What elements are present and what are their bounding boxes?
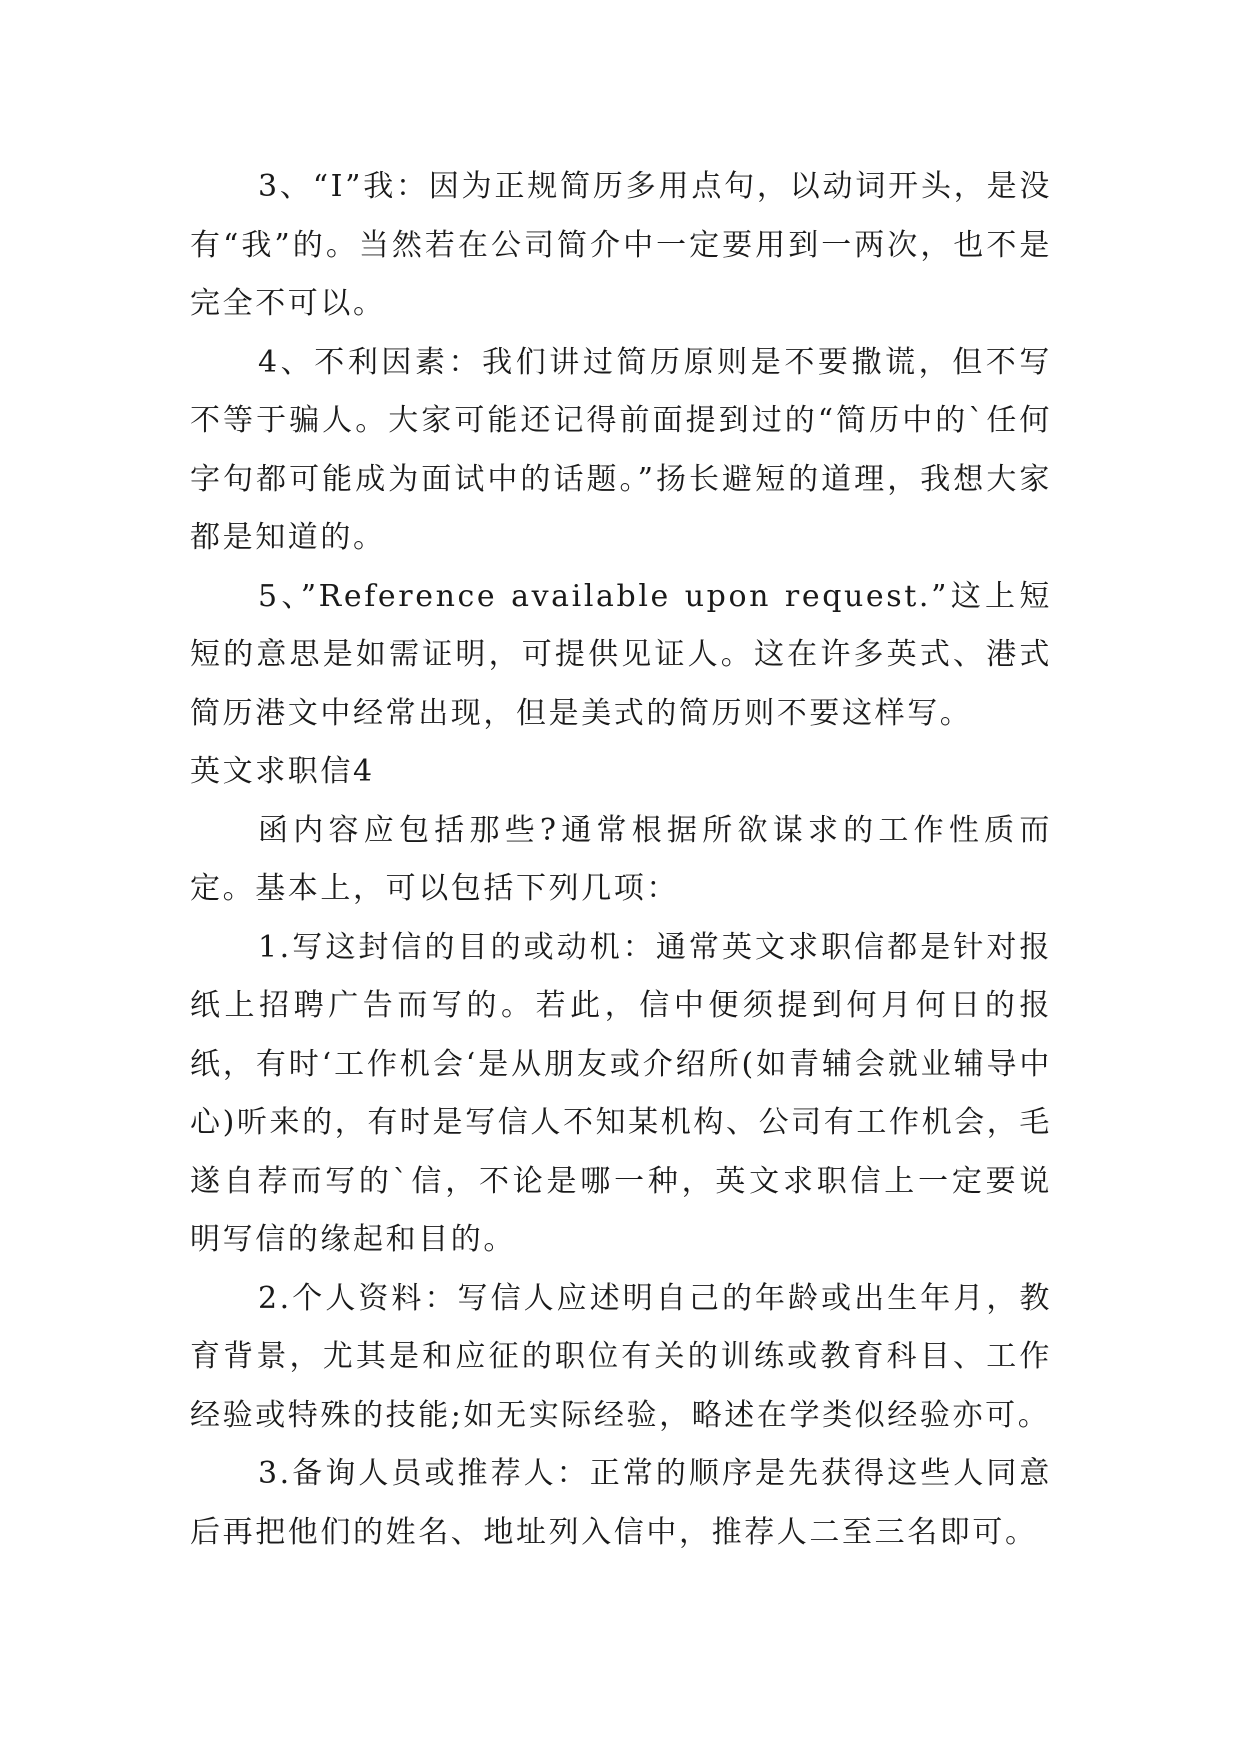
paragraph-item-3: 3.备询人员或推荐人：正常的顺序是先获得这些人同意后再把他们的姓名、地址列入信中，推荐人二至三名即可。 xyxy=(190,1456,1052,1550)
paragraph-point-4: 4、不利因素：我们讲过简历原则是不要撒谎，但不写不等于骗人。大家可能还记得前面提到过的“简历中的`任何字句都可能成为面试中的话题。”扬长避短的道理，我想大家都是知道的。 xyxy=(190,344,1052,555)
paragraph-point-5: 5、”Reference available upon request.”这上短短的意思是如需证明，可提供见证人。这在许多英式、港式简历港文中经常出现，但是美式的简历则不要这样写。 xyxy=(190,578,1052,731)
document-body xyxy=(190,158,1052,1562)
paragraph-point-3: 3、“I”我：因为正规简历多用点句，以动词开头，是没有“我”的。当然若在公司简介中一定要用到一两次，也不是完全不可以。 xyxy=(190,169,1052,321)
paragraph-item-1: 1.写这封信的目的或动机：通常英文求职信都是针对报纸上招聘广告而写的。若此，信中便须提到何月何日的报纸，有时‘工作机会‘是从朋友或介绍所(如青辅会就业辅导中心)听来的，有时是写信人不知某机构、公司有工作机会，毛遂自荐而写的`信，不论是哪一种，英文求职信上一定要说明写信的缘起和目的。 xyxy=(190,929,1052,1257)
paragraph-item-2: 2.个人资料：写信人应述明自己的年龄或出生年月，教育背景，尤其是和应征的职位有关的训练或教育科目、工作经验或特殊的技能;如无实际经验，略述在学类似经验亦可。 xyxy=(190,1280,1052,1433)
paragraph-intro: 函内容应包括那些?通常根据所欲谋求的工作性质而定。基本上，可以包括下列几项： xyxy=(190,812,1052,906)
section-heading: 英文求职信4 xyxy=(190,754,375,789)
